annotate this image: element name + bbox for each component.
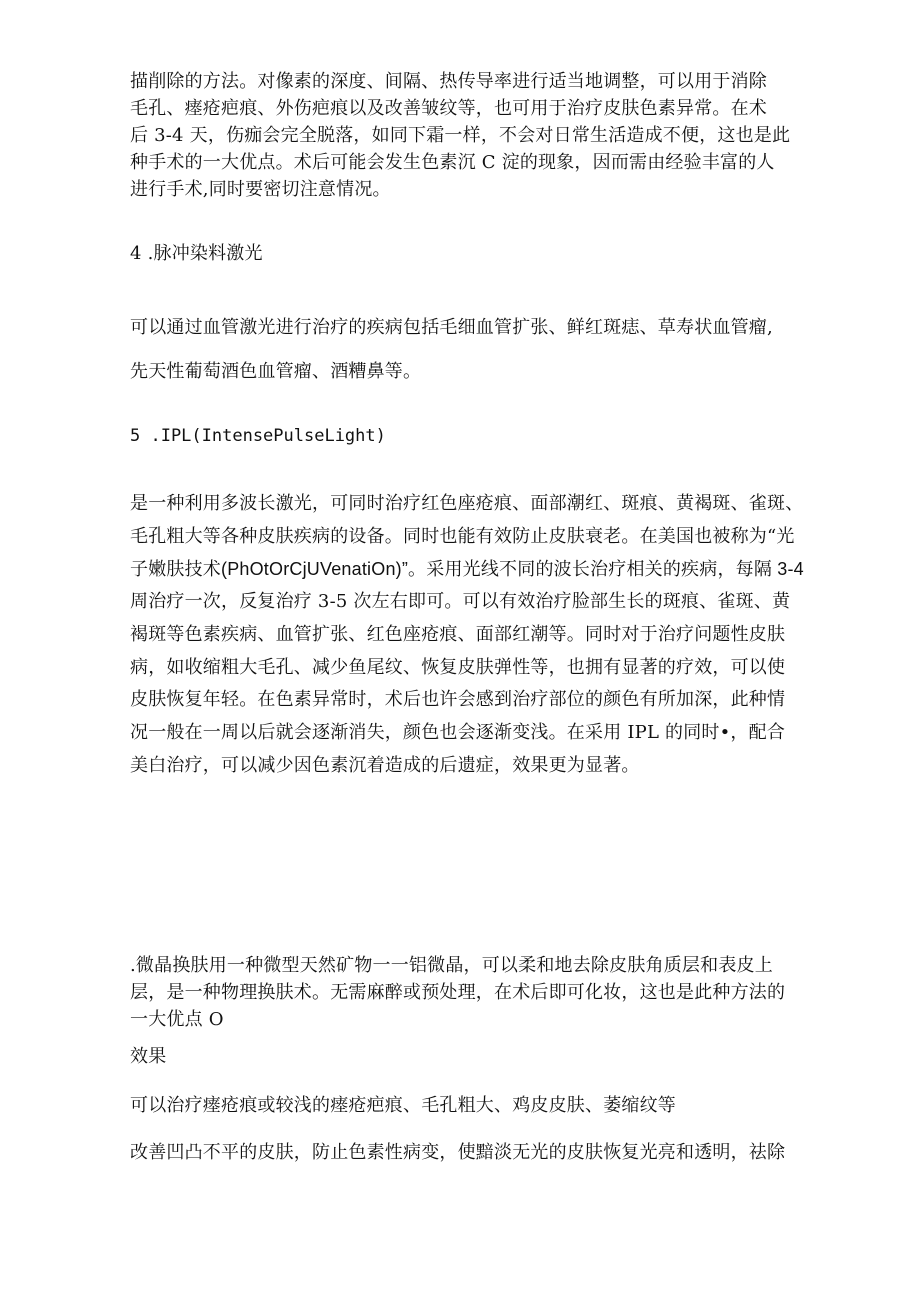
text-line: 描削除的方法。对像素的深度、间隔、热传导率进行适当地调整，可以用于消除 <box>130 71 767 92</box>
text-line: 是一种利用多波长激光，可同时治疗红色座疮痕、面部潮红、斑痕、黄褐斑、雀斑、 <box>130 493 804 514</box>
text-line: 褐斑等色素疾病、血管扩张、红色座疮痕、面部红潮等。同时对于治疗问题性皮肤 <box>130 623 786 645</box>
paragraph-vascular-laser <box>130 306 792 394</box>
section-heading-pulsed-dye-laser: 4 .脉冲染料激光 <box>130 243 263 264</box>
text-line: 周治疗一次，反复治疗 3-5 次左右即可。可以有效治疗脸部生长的斑痕、雀斑、黄 <box>130 591 791 613</box>
text-line: 层，是一种物理换肤术。无需麻醉或预处理，在术后即可化妆，这也是此种方法的 <box>130 982 786 1003</box>
text-line: 子嫩肤技术(PhOtOrCjUVenatiOn)”。采用光线不同的波长治疗相关的疾病，每隔 3-4 <box>130 559 804 580</box>
text-line: 美白治疗，可以减少因色素沉着造成的后遗症，效果更为显著。 <box>130 754 640 776</box>
paragraph-effects-improvement: 改善凹凸不平的皮肤，防止色素性病变，使黯淡无光的皮肤恢复光亮和透明，祛除 <box>130 1142 786 1163</box>
text-line: 种手术的一大优点。术后可能会发生色素沉 C 淀的现象，因而需由经验丰富的人 <box>130 152 775 173</box>
text-line: 皮肤恢复年轻。在色素异常时，术后也许会感到治疗部位的颜色有所加深，此种情 <box>130 689 786 711</box>
text-line: 一大优点 O <box>130 1009 224 1030</box>
paragraph-ipl-description <box>130 488 804 782</box>
text-line: 后 3-4 天，伤痂会完全脱落，如同下霜一样，不会对日常生活造成不便，这也是此 <box>130 125 791 146</box>
text-line: 毛孔、瘗疮疤痕、外伤疤痕以及改善皱纹等，也可用于治疗皮肤色素异常。在术 <box>130 98 767 119</box>
paragraph-microdermabrasion <box>130 952 792 1033</box>
text-line: 可以通过血管激光进行治疗的疾病包括毛细血管扩张、鲜红斑痣、草寿状血管瘤, <box>130 317 773 338</box>
text-line: 先天性葡萄酒色血管瘤、酒糟鼻等。 <box>130 361 422 382</box>
section-heading-effects: 效果 <box>130 1046 167 1067</box>
section-heading-ipl: 5 .IPL(IntensePulseLight) <box>130 426 386 446</box>
text-line: .微晶换肤用一种微型天然矿物一一铝微晶，可以柔和地去除皮肤角质层和表皮上 <box>130 955 773 976</box>
paragraph-effects-treatable: 可以治疗瘗疮痕或较浅的瘗疮疤痕、毛孔粗大、鸡皮皮肤、萎缩纹等 <box>130 1095 676 1116</box>
paragraph-laser-method <box>130 68 792 203</box>
text-line: 毛孔粗大等各种皮肤疾病的设备。同时也能有效防止皮肤衰老。在美国也被称为“光 <box>130 525 795 547</box>
text-line: 进行手术,同时要密切注意情况。 <box>130 179 391 200</box>
text-line: 病，如收缩粗大毛孔、减少鱼尾纹、恢复皮肤弹性等，也拥有显著的疗效，可以使 <box>130 656 786 678</box>
text-line: 况一般在一周以后就会逐渐消失，颜色也会逐渐变浅。在采用 IPL 的同时•，配合 <box>130 721 786 743</box>
